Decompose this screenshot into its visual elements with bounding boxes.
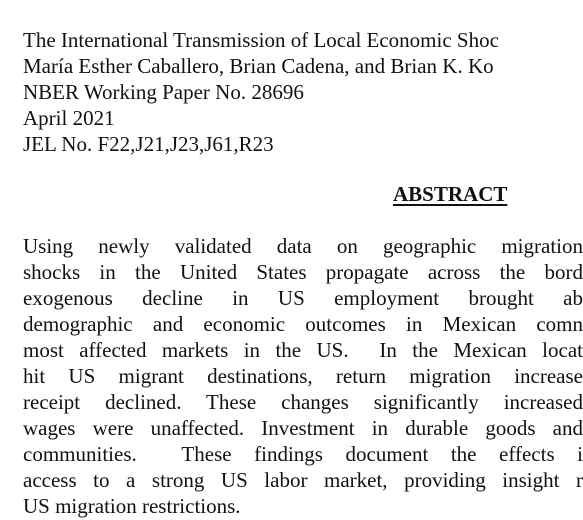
- abstract-heading: ABSTRACT: [393, 182, 508, 206]
- abstract-line: communities. These findings document the effects i: [23, 442, 583, 466]
- paper-jel-codes: JEL No. F22,J21,J23,J61,R23: [23, 132, 274, 156]
- abstract-line: hit US migrant destinations, return migration increase: [23, 364, 583, 388]
- abstract-line: most affected markets in the US. In the Mexican locat: [23, 338, 583, 362]
- abstract-line: demographic and economic outcomes in Mexican comn: [23, 312, 583, 336]
- paper-authors: María Esther Caballero, Brian Cadena, and Brian K. Ko: [23, 54, 494, 78]
- abstract-line: access to a strong US labor market, providing insight r: [23, 468, 583, 492]
- paper-title: The International Transmission of Local Economic Shoc: [23, 28, 499, 52]
- abstract-line: Using newly validated data on geographic migration: [23, 234, 583, 258]
- abstract-line: shocks in the United States propagate across the bord: [23, 260, 583, 284]
- paper-date: April 2021: [23, 106, 115, 130]
- abstract-line: wages were unaffected. Investment in durable goods and: [23, 416, 583, 440]
- paper-series: NBER Working Paper No. 28696: [23, 80, 304, 104]
- abstract-line: receipt declined. These changes significantly increased: [23, 390, 583, 414]
- abstract-line: exogenous decline in US employment brought ab: [23, 286, 583, 310]
- abstract-line: US migration restrictions.: [23, 494, 241, 518]
